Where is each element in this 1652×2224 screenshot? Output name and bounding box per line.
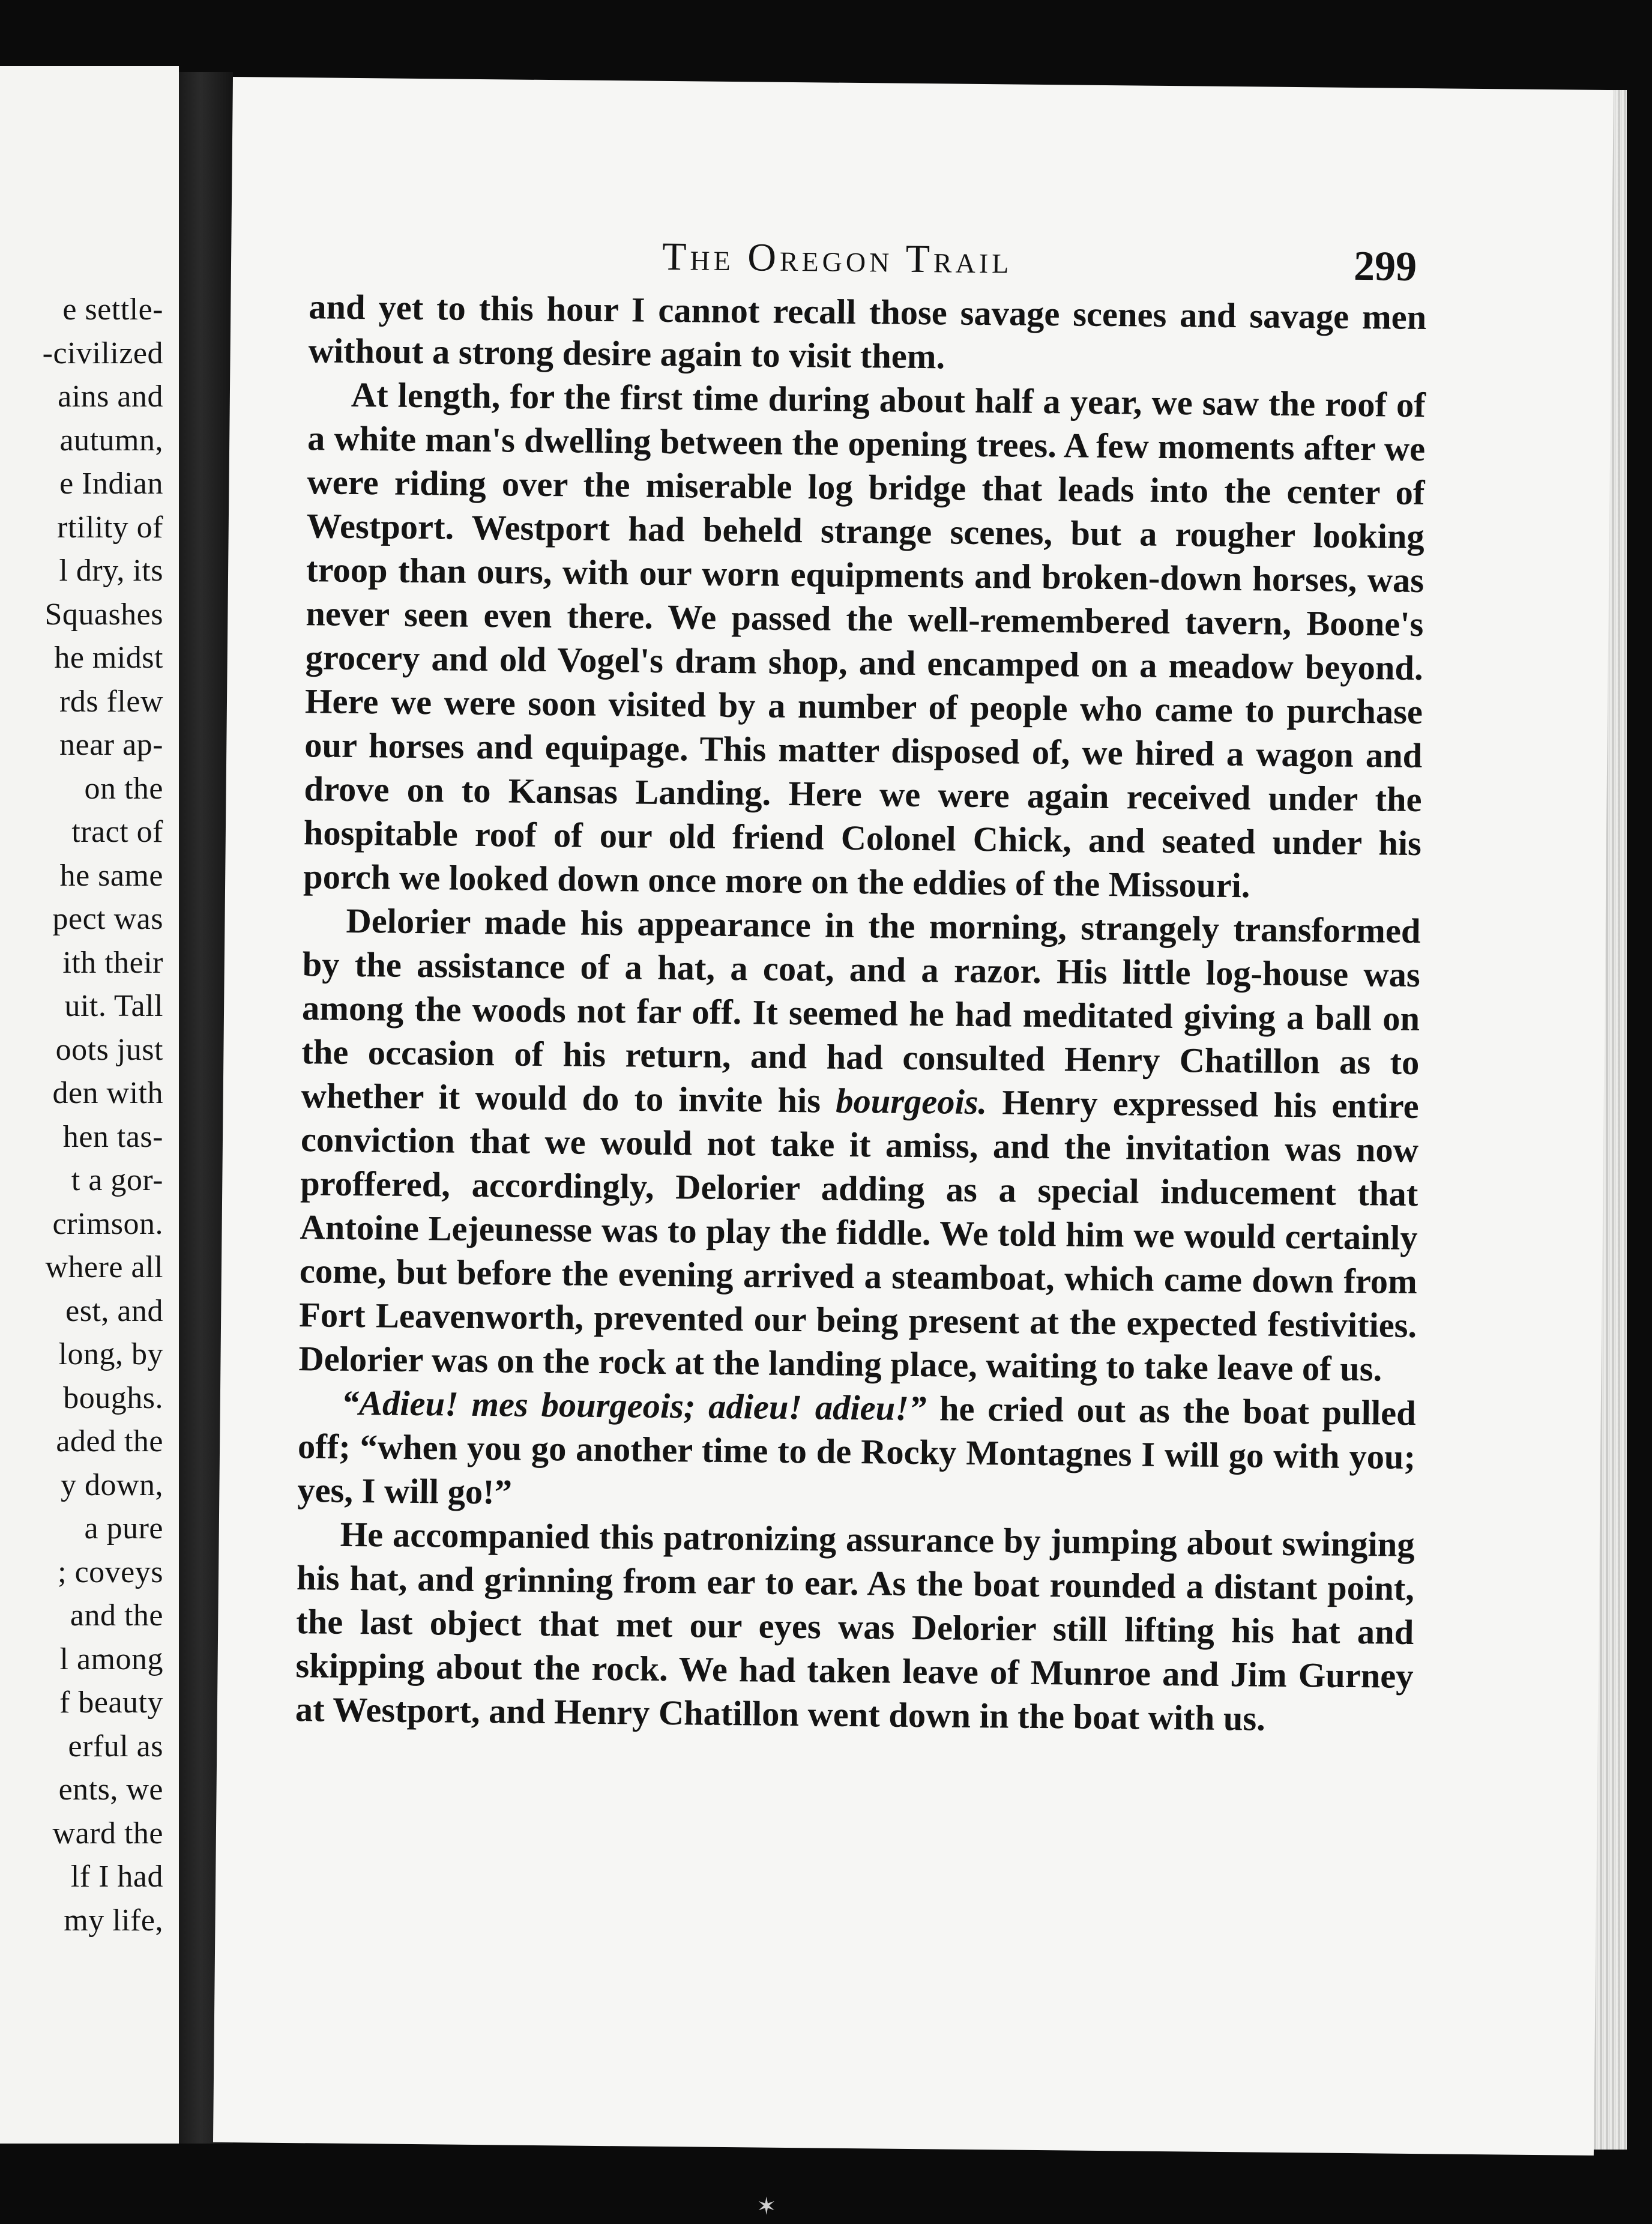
- paragraph-text: Delorier made his appearance in the morning, strangely transformed by the assistance of a hat, a coat, and a razor. His little log-house was among the woods not far off. It seemed he had meditated giving a ball on the occasion of his return, and had consulted Henry Chatillon as to whether it would do to invite his: [301, 901, 1421, 1120]
- left-page-line: y down,: [60, 1467, 163, 1502]
- left-page-line: lf I had: [70, 1860, 163, 1894]
- left-page-line: e Indian: [59, 467, 163, 501]
- right-page: [213, 77, 1614, 2156]
- left-page-line: ; coveys: [58, 1555, 163, 1589]
- paragraph: [298, 898, 1421, 1391]
- left-page: [0, 66, 179, 2144]
- left-page-line: he same: [59, 858, 163, 893]
- paragraph-text: At length, for the first time during about half a year, we saw the roof of a white man's dwelling between the opening trees. A few moments after we were riding over the miserable log bridge that leads into the center of Westport. Westport had beheld strange scenes, but a rougher looking troop than ours, with our worn equipments and broken-down horses, was never seen even there. We passed the well-remembered tavern, Boone's grocery and old Vogel's dram shop, and encamped on a meadow beyond. Here we were soon visited by a number of people who came to purchase our horses and equipage. This matter disposed of, we hired a wagon and drove on to Kansas Landing. Here we were again received under the hospitable roof of our old friend Colonel Chick, and seated under his porch we looked down once more on the eddies of the Missouri.: [303, 375, 1426, 905]
- italic-text: “Adieu! mes bourgeois; adieu! adieu!”: [341, 1383, 927, 1428]
- left-page-line: oots just: [55, 1032, 163, 1067]
- italic-text: bourgeois.: [835, 1081, 987, 1122]
- paragraph-text: and yet to this hour I cannot recall those savage scenes and savage men without a strong desire again to visit them.: [308, 287, 1427, 376]
- left-page-line: near ap-: [59, 728, 163, 762]
- left-page-line: ith their: [62, 945, 163, 980]
- left-page-line: crimson.: [52, 1206, 163, 1241]
- left-page-line: t a gor-: [71, 1163, 163, 1197]
- left-page-line: long, by: [58, 1337, 163, 1371]
- left-page-line: ward the: [52, 1816, 163, 1851]
- left-page-line: ents, we: [58, 1772, 163, 1807]
- left-page-line: l dry, its: [59, 554, 163, 588]
- left-page-line: a pure: [84, 1511, 163, 1546]
- left-page-line: my life,: [64, 1903, 163, 1938]
- left-page-line: rtility of: [57, 510, 163, 545]
- left-page-line: autumn,: [59, 423, 163, 458]
- left-page-line: l among: [59, 1642, 163, 1676]
- paragraph-text: He accompanied this patronizing assurance by jumping about swinging his hat, and grinning from ear to ear. As the boat rounded a distant point, the last object that met our eyes was Delorier still lifting his hat and skipping about the rock. We had taken leave of Munroe and Jim Gurney at Westport, and Henry Chatillon went down in the boat with us.: [295, 1514, 1415, 1738]
- left-page-text: [0, 288, 163, 1942]
- left-page-line: e settle-: [62, 292, 163, 327]
- paragraph-text: he cried out as the boat pulled off; “when you go another time to de Rocky Montagnes I will go with you; yes, I will go!”: [297, 1389, 1417, 1512]
- left-page-line: f beauty: [59, 1685, 163, 1720]
- left-page-line: ains and: [58, 379, 163, 414]
- left-page-line: erful as: [68, 1729, 163, 1763]
- left-page-line: uit. Tall: [64, 989, 163, 1023]
- paragraph: [303, 372, 1426, 909]
- left-page-line: est, and: [65, 1293, 163, 1328]
- paragraph: [308, 285, 1426, 383]
- left-page-line: aded the: [56, 1424, 163, 1458]
- left-page-line: pect was: [52, 902, 163, 936]
- running-head: The Oregon Trail: [662, 234, 1013, 282]
- left-page-line: Squashes: [44, 597, 163, 632]
- page-number: 299: [1353, 243, 1417, 290]
- left-page-line: and the: [70, 1598, 163, 1633]
- paragraph-text: Henry expressed his entire conviction that we would not take it amiss, and the invitation was now proffered, accordingly, Delorier adding as a special inducement that Antoine Lejeunesse was to play the fiddle. We told him we would certainly come, but before the evening arrived a steamboat, which came down from Fort Leavenworth, prevented our being present at the expected festivities. Delorier was on the rock at the landing place, waiting to take leave of us.: [298, 1083, 1419, 1389]
- paragraph: [297, 1380, 1416, 1523]
- left-page-line: den with: [52, 1076, 163, 1110]
- left-page-line: where all: [45, 1250, 163, 1284]
- left-page-line: -civilized: [42, 336, 163, 370]
- left-page-line: he midst: [54, 641, 163, 675]
- left-page-line: hen tas-: [62, 1119, 163, 1154]
- scan-artifact: ✶: [756, 2193, 777, 2220]
- left-page-line: rds flew: [59, 684, 163, 719]
- left-page-line: on the: [84, 771, 163, 806]
- left-page-line: tract of: [71, 815, 163, 849]
- paragraph: [295, 1512, 1415, 1742]
- body-text: [295, 285, 1427, 1742]
- left-page-line: boughs.: [63, 1380, 163, 1415]
